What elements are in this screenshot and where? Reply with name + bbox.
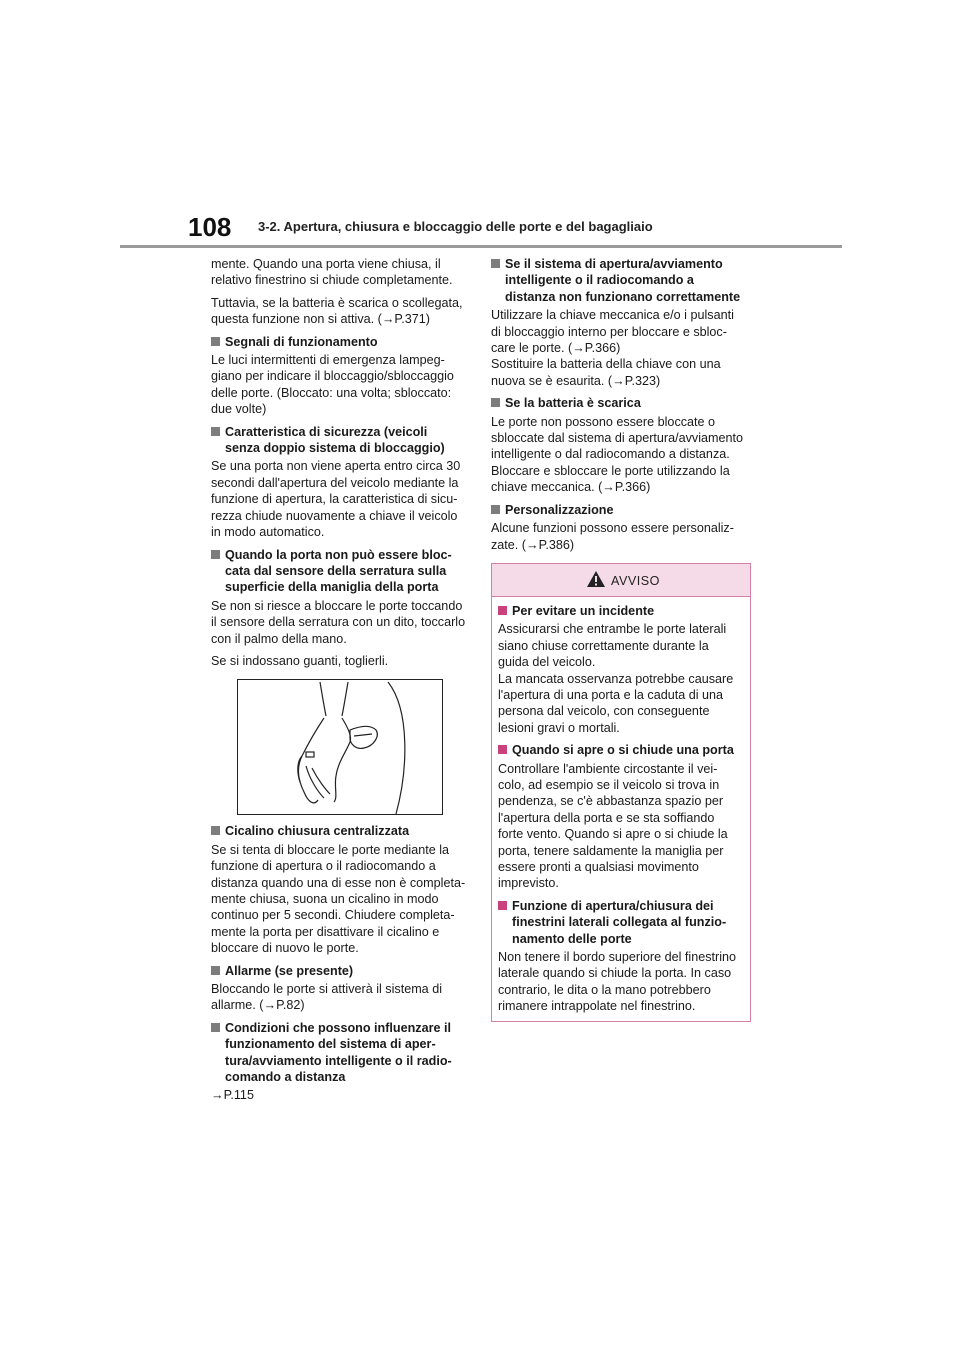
warning-section-body: Non tenere il bordo superiore del finestrino laterale quando si chiude la porta. In caso contrario, le dita o la mano potrebbero rimanere intrappolate nel finestrino. [498, 950, 737, 1014]
warning-triangle-icon [586, 570, 606, 588]
header-rule [120, 245, 842, 248]
section-body: Se si indossano guanti, toglierli. [211, 653, 389, 668]
bullet-square-icon [211, 1023, 220, 1032]
section-heading: Se la batteria è scarica [491, 395, 753, 411]
bullet-square-icon [211, 966, 220, 975]
section-heading: Segnali di funzionamento [211, 334, 467, 350]
warning-section-body: Controllare l'ambiente circostante il vei- colo, ad esempio se il veicolo si trova in pendenza, se c'è abbastanza spazio per l'apertura della porta e se sta soffiando forte vento. Quando si apre o si chiude la porta, tenere saldamente la maniglia per essere pronti a qualsiasi movimento imprevisto. [498, 761, 728, 891]
chapter-title: 3-2. Apertura, chiusura e bloccaggio delle porte e del bagagliaio [258, 219, 653, 234]
intro-paragraph-2: Tuttavia, se la batteria è scarica o scollegata, questa funzione non si attiva. (→P.371) [211, 295, 463, 327]
section-heading: Se il sistema di apertura/avviamento intelligente o il radiocomando a distanza non funzionano correttamente [491, 256, 753, 305]
section-heading: Personalizzazione [491, 502, 753, 518]
section-body: Bloccando le porte si attiverà il sistema di allarme. (→P.82) [211, 982, 442, 1013]
warning-label: AVVISO [611, 573, 660, 588]
left-column [211, 256, 467, 1110]
section-body: Le luci intermittenti di emergenza lampeg- giano per indicare il bloccaggio/sbloccaggio delle porte. (Bloccato: una volta; sbloccato: due volte) [211, 353, 454, 417]
bullet-square-icon [491, 505, 500, 514]
warning-body [492, 597, 750, 1021]
warning-section-heading: Funzione di apertura/chiusura dei finestrini laterali collegata al funzio- namento delle porte [498, 898, 745, 947]
section-heading: Cicalino chiusura centralizzata [211, 823, 467, 839]
hand-touching-handle-illustration [237, 679, 443, 815]
warning-section-heading: Per evitare un incidente [498, 603, 745, 619]
bullet-square-icon [211, 826, 220, 835]
page-number: 108 [188, 212, 232, 242]
warning-header [492, 564, 750, 597]
section-body: Le porte non possono essere bloccate o sbloccate dal sistema di apertura/avviamento intelligente o dal radiocomando a distanza. Bloccare e sbloccare le porte utilizzando la chiave meccanica. (→P.366) [491, 414, 744, 495]
section-heading: Allarme (se presente) [211, 963, 467, 979]
section-heading: Condizioni che possono influenzare il funzionamento del sistema di aper- tura/avviamento intelligente o il radio- comando a distanza [211, 1020, 467, 1086]
bullet-square-icon [498, 606, 507, 615]
bullet-square-icon [211, 550, 220, 559]
bullet-square-icon [491, 398, 500, 407]
bullet-square-icon [498, 901, 507, 910]
bullet-square-icon [491, 259, 500, 268]
section-body: Se si tenta di bloccare le porte mediante la funzione di apertura o il radiocomando a distanza quando una di esse non è completa- mente chiusa, suona un cicalino in modo continuo per 5 secondi. Chiudere completa- mente la porta per disattivare il cicalino e bloccare di nuovo le porte. [211, 842, 466, 956]
page-header [0, 0, 960, 250]
intro-paragraph-1: mente. Quando una porta viene chiusa, il relativo finestrino si chiude completamente. [211, 257, 453, 288]
warning-section-body: Assicurarsi che entrambe le porte laterali siano chiuse correttamente durante la guida del veicolo. La mancata osservanza potrebbe causare l'apertura di una porta e la caduta di una persona dal veicolo, con conseguente lesioni gravi o mortali. [498, 622, 734, 735]
warning-box [491, 563, 751, 1022]
section-body: →P.115 [211, 1088, 254, 1103]
warning-section-heading: Quando si apre o si chiude una porta [498, 742, 745, 758]
section-body: Se non si riesce a bloccare le porte toccando il sensore della serratura con un dito, toccarlo con il palmo della mano. [211, 598, 466, 646]
section-body: Utilizzare la chiave meccanica e/o i pulsanti di bloccaggio interno per bloccare e sbloc- care le porte. (→P.366) Sostituire la batteria della chiave con una nuova se è esaurita. (→P.323) [491, 308, 734, 388]
section-body: Alcune funzioni possono essere personaliz- zate. (→P.386) [491, 521, 734, 552]
section-body: Se una porta non viene aperta entro circa 30 secondi dall'apertura del veicolo mediante la funzione di apertura, la caratteristica di sicu- rezza chiude nuovamente a chiave il veicolo in modo automatico. [211, 459, 461, 540]
section-heading: Caratteristica di sicurezza (veicoli senza doppio sistema di bloccaggio) [211, 424, 467, 457]
bullet-square-icon [498, 745, 507, 754]
right-column [491, 256, 753, 1022]
bullet-square-icon [211, 427, 220, 436]
bullet-square-icon [211, 337, 220, 346]
section-heading: Quando la porta non può essere bloc- cata dal sensore della serratura sulla superficie della maniglia della porta [211, 547, 467, 596]
